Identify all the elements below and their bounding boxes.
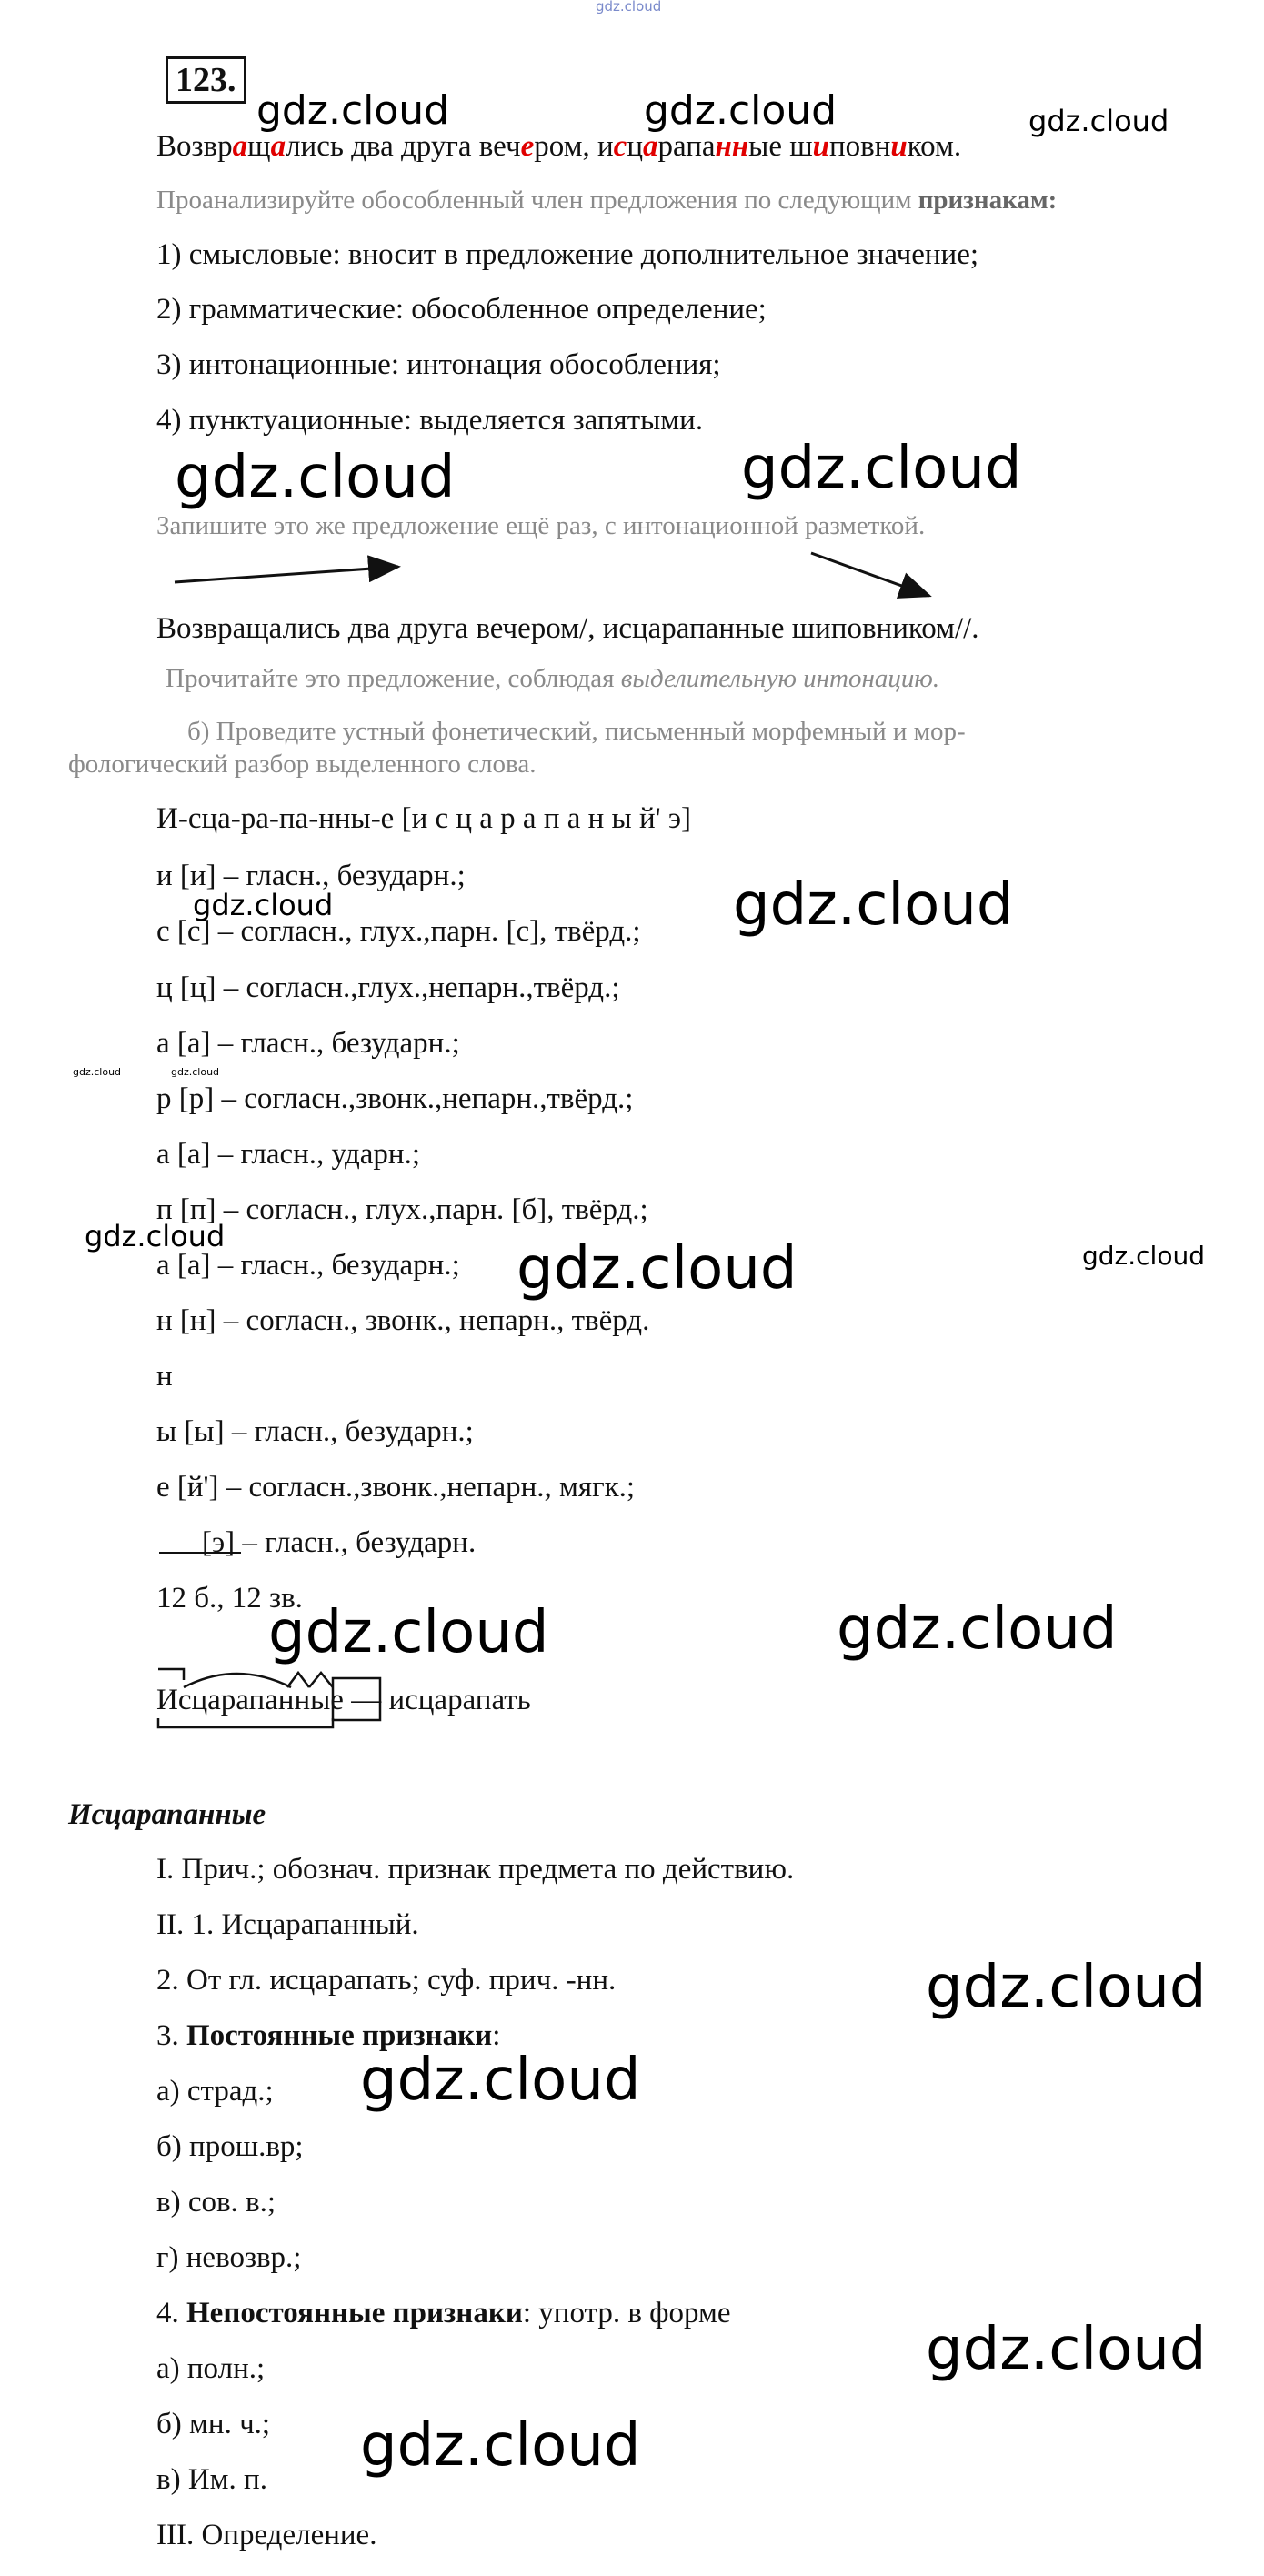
phonetic-line: и [и] – гласн., безударн.; bbox=[156, 860, 466, 892]
sentence-fragment: Возвр bbox=[156, 130, 233, 163]
watermark: gdz.cloud bbox=[171, 1066, 220, 1078]
phonetic-line: а [а] – гласн., безударн.; bbox=[156, 1249, 460, 1282]
read-instruction-italic: выделительную интонацию. bbox=[620, 664, 940, 693]
watermark: gdz.cloud bbox=[926, 2316, 1207, 2383]
nonconst-item: в) Им. п. bbox=[156, 2463, 267, 2496]
rewrite-instruction: Запишите это же предложение ещё раз, с интонационной разметкой. bbox=[156, 511, 926, 540]
root-mark bbox=[184, 1674, 291, 1687]
nonconst-item: а) полн.; bbox=[156, 2352, 266, 2385]
morpheme-marks bbox=[145, 1660, 400, 1742]
sentence-fragment: повн bbox=[829, 130, 891, 163]
feature-line: 3) интонационные: интонация обособления; bbox=[156, 348, 721, 381]
morph-title: Исцарапанные bbox=[68, 1798, 266, 1831]
phonetic-line: е [й'] – согласн.,звонк.,непарн., мягк.; bbox=[156, 1471, 636, 1504]
morpheme-derivation: — исцарапать bbox=[343, 1684, 531, 1716]
const-rest: : bbox=[492, 2019, 501, 2052]
sentence-fragment: рапа bbox=[657, 130, 716, 163]
falling-arrow bbox=[811, 553, 929, 596]
sentence-with-spellings bbox=[156, 128, 961, 165]
phonetic-line: [э] – гласн., безударн. bbox=[202, 1526, 477, 1559]
feature-line: 2) грамматические: обособленное определение; bbox=[156, 293, 767, 326]
const-item: г) невозвр.; bbox=[156, 2241, 302, 2274]
sentence-fragment: ц bbox=[627, 130, 643, 163]
watermark: gdz.cloud bbox=[360, 2047, 641, 2114]
watermark: gdz.cloud bbox=[73, 1066, 122, 1078]
watermark: gdz.cloud bbox=[1082, 1241, 1205, 1271]
highlighted-letter: и bbox=[812, 130, 830, 163]
phonetic-line: а [а] – гласн., безударн.; bbox=[156, 1027, 460, 1060]
analyze-instruction-text: Проанализируйте обособленный член предложения по следующим bbox=[156, 186, 918, 215]
highlighted-letter: а bbox=[232, 130, 248, 163]
watermark: gdz.cloud bbox=[193, 888, 334, 922]
prefix-mark bbox=[158, 1669, 184, 1680]
intonation-arrows bbox=[0, 537, 1264, 609]
highlighted-letter: с bbox=[613, 130, 627, 163]
phonetic-line: а [а] – гласн., ударн.; bbox=[156, 1138, 420, 1171]
phonetic-line: 12 б., 12 зв. bbox=[156, 1582, 303, 1615]
nonconst-rest: : употр. в форме bbox=[522, 2297, 731, 2329]
const-item: в) сов. в.; bbox=[156, 2186, 276, 2219]
top-watermark: gdz.cloud bbox=[596, 0, 662, 15]
feature-line: 1) смысловые: вносит в предложение дополнительное значение; bbox=[156, 238, 979, 271]
morph-line: 2. От гл. исцарапать; суф. прич. -нн. bbox=[156, 1964, 617, 1997]
const-item: а) страд.; bbox=[156, 2075, 274, 2108]
analyze-instruction-bold: признакам: bbox=[918, 186, 1058, 215]
read-instruction-text: Прочитайте это предложение, соблюдая bbox=[166, 664, 621, 693]
suffix-mark bbox=[309, 1673, 333, 1687]
highlighted-letter: и bbox=[890, 130, 908, 163]
final-line: III. Определение. bbox=[156, 2519, 377, 2551]
watermark: gdz.cloud bbox=[256, 87, 450, 134]
nonconst-num: 4. bbox=[156, 2297, 186, 2329]
read-instruction bbox=[166, 662, 939, 695]
watermark: gdz.cloud bbox=[175, 444, 456, 511]
task-number-badge: 123. bbox=[166, 56, 246, 104]
watermark: gdz.cloud bbox=[926, 1954, 1207, 2021]
const-num: 3. bbox=[156, 2019, 186, 2052]
sentence-fragment: ром, и bbox=[534, 130, 614, 163]
phonetic-line: р [р] – согласн.,звонк.,непарн.,твёрд.; bbox=[156, 1082, 634, 1115]
nonconst-bold: Непостоянные признаки bbox=[186, 2297, 523, 2329]
ending-mark bbox=[333, 1678, 380, 1720]
watermark: gdz.cloud bbox=[837, 1595, 1118, 1663]
highlighted-letter: е bbox=[520, 130, 535, 163]
watermark: gdz.cloud bbox=[644, 87, 838, 134]
rising-arrow bbox=[175, 567, 398, 582]
nonconst-item: б) мн. ч.; bbox=[156, 2408, 271, 2440]
highlighted-letter: а bbox=[642, 130, 658, 163]
sentence-fragment: ые ш bbox=[748, 130, 813, 163]
task-b-line: фологический разбор выделенного слова. bbox=[68, 750, 537, 779]
phonetic-line: н bbox=[156, 1360, 173, 1393]
phonetic-line: с [с] – согласн., глух.,парн. [с], твёрд.; bbox=[156, 915, 641, 948]
suffix-mark bbox=[287, 1673, 309, 1687]
morph-line: I. Прич.; обознач. признак предмета по действию. bbox=[156, 1853, 795, 1886]
phonetic-header: И-сца-ра-па-нны-е [и с ц а р а п а н ы й' э] bbox=[156, 802, 691, 835]
const-bold: Постоянные признаки bbox=[186, 2019, 493, 2052]
const-item: б) прош.вр; bbox=[156, 2130, 304, 2163]
watermark: gdz.cloud bbox=[517, 1235, 798, 1303]
phonetic-line: п [п] – согласн., глух.,парн. [б], твёрд.; bbox=[156, 1193, 648, 1226]
watermark: gdz.cloud bbox=[733, 871, 1014, 939]
watermark: gdz.cloud bbox=[1028, 104, 1169, 138]
sentence-fragment: щ bbox=[247, 130, 271, 163]
feature-line: 4) пунктуационные: выделяется запятыми. bbox=[156, 404, 704, 437]
phonetic-line: ы [ы] – гласн., безударн.; bbox=[156, 1415, 474, 1448]
nonconst-features-label bbox=[156, 2295, 731, 2331]
morpheme-word: Исцарапанные bbox=[156, 1684, 344, 1716]
watermark: gdz.cloud bbox=[85, 1219, 226, 1253]
watermark: gdz.cloud bbox=[268, 1599, 549, 1666]
sentence-fragment: лись два друга веч bbox=[286, 130, 521, 163]
watermark: gdz.cloud bbox=[741, 435, 1022, 502]
sentence-fragment: ком. bbox=[907, 130, 962, 163]
sentence-with-intonation: Возвращались два друга вечером/, исцарапанные шиповником//. bbox=[156, 612, 979, 645]
morph-line: II. 1. Исцарапанный. bbox=[156, 1908, 419, 1941]
stem-mark bbox=[158, 1718, 333, 1727]
watermark: gdz.cloud bbox=[360, 2412, 641, 2480]
highlighted-letter: а bbox=[270, 130, 286, 163]
phonetic-line: ц [ц] – согласн.,глух.,непарн.,твёрд.; bbox=[156, 971, 620, 1004]
highlighted-letter: нн bbox=[715, 130, 749, 163]
task-b-line: б) Проведите устный фонетический, письменный морфемный и мор- bbox=[187, 717, 966, 746]
analyze-instruction bbox=[156, 184, 1057, 216]
phonetic-line: н [н] – согласн., звонк., непарн., твёрд. bbox=[156, 1304, 650, 1337]
